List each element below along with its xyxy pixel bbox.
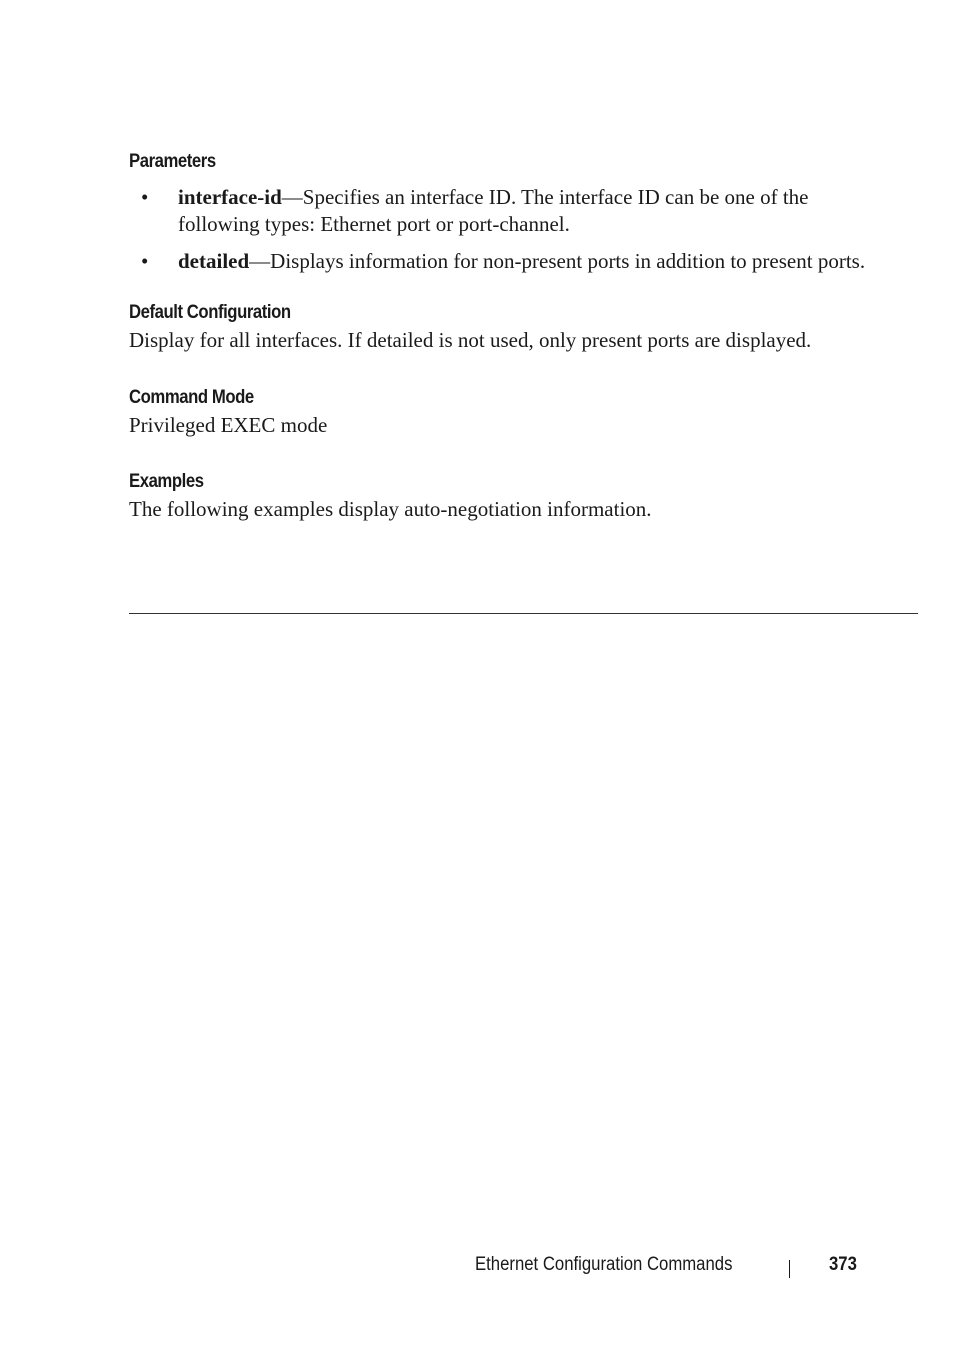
bullet-icon: •: [141, 185, 149, 209]
parameter-description: —Specifies an interface ID. The interface ID can be one of the following types: Ethernet port or port-channel.: [178, 185, 809, 236]
page-number: 373: [829, 1254, 857, 1275]
default-configuration-heading: Default Configuration: [129, 302, 291, 323]
list-item: [129, 248, 889, 275]
command-mode-section: [129, 386, 889, 439]
footer-separator: [789, 1260, 790, 1278]
examples-text: The following examples display auto-negotiation information.: [129, 497, 652, 521]
parameter-description: —Displays information for non-present ports in addition to present ports.: [249, 249, 866, 273]
examples-section: [129, 470, 889, 523]
parameters-heading: Parameters: [129, 151, 216, 172]
page-footer: [475, 1254, 875, 1282]
bullet-icon: •: [141, 249, 149, 273]
parameter-term-detailed: detailed: [178, 249, 250, 273]
examples-heading: Examples: [129, 471, 204, 492]
page-content: [129, 150, 889, 523]
default-configuration-section: [129, 301, 889, 354]
command-mode-heading: Command Mode: [129, 387, 254, 408]
parameter-term-interface-id: interface-id: [178, 185, 282, 209]
default-configuration-text: Display for all interfaces. If detailed is not used, only present ports are displayed.: [129, 328, 812, 352]
parameters-list: [129, 184, 889, 275]
list-item: [129, 184, 889, 238]
horizontal-rule: [129, 613, 918, 614]
footer-title: Ethernet Configuration Commands: [475, 1254, 733, 1275]
command-mode-text: Privileged EXEC mode: [129, 413, 328, 437]
